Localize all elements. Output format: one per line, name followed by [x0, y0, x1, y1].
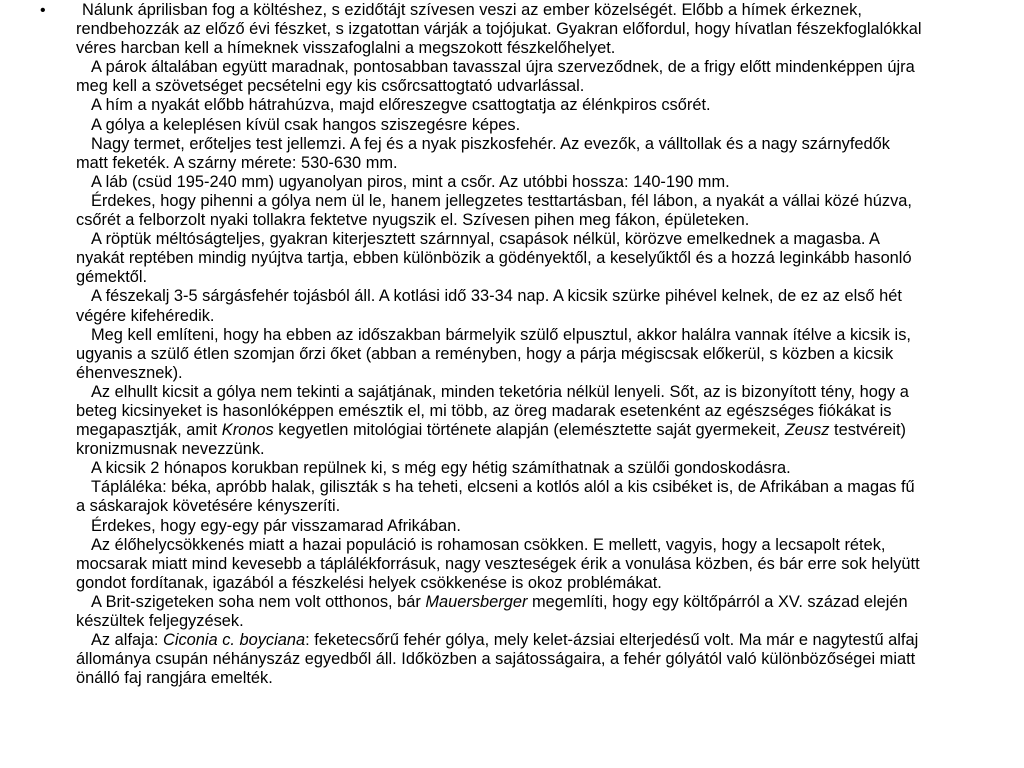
paragraph-text: kegyetlen mitológiai története alapján (elemésztette saját gyermekeit,: [273, 421, 785, 440]
paragraph: [76, 116, 924, 135]
paragraph-text: : feketecsőrű fehér gólya, mely kelet-ázsiai elterjedésű volt. Ma már e nagytestű alfaj állománya csupán néhányszáz egyedből áll. Időközben a sajátosságaira, a fehér gólyától való különbözőségei miatt önálló faj rangjára emelték.: [76, 631, 919, 688]
paragraph: [76, 1, 924, 58]
paragraph: [76, 192, 924, 230]
paragraph: [76, 230, 924, 287]
paragraph: [76, 287, 924, 325]
paragraph: [76, 459, 924, 478]
paragraph-text: A láb (csüd 195-240 mm) ugyanolyan piros, mint a csőr. Az utóbbi hossza: 140-190 mm.: [91, 172, 730, 191]
bullet-marker: •: [40, 2, 46, 19]
paragraph-text: Meg kell említeni, hogy ha ebben az időszakban bármelyik szülő elpusztul, akkor halálra vannak ítélve a kicsik is, ugyanis a szülő étlen szomjan őrzi őket (abban a reményben, hogy a párja mégiscsak előkerül, s közben a kicsik éhenvesznek).: [76, 325, 911, 382]
paragraph-text: A hím a nyakát előbb hátrahúzva, majd előreszegve csattogtatja az élénkpiros csőrét.: [91, 96, 711, 115]
paragraph: [76, 173, 924, 192]
paragraph-text: Érdekes, hogy pihenni a gólya nem ül le, hanem jellegzetes testtartásban, fél lábon, a nyakát a vállai közé húzva, csőrét a felborzolt nyaki tollakra fektetve nyugszik el. Szívesen pihen meg fákon, épületeken.: [76, 191, 912, 230]
paragraph-text: Nálunk áprilisban fog a költéshez, s ezidőtájt szívesen veszi az ember közelségét. Előbb a hímek érkeznek, rendbehozzák az előző évi fészket, s izgatottan várják a tojójukat. Gyakran előfordul, hogy hívatlan fészekfoglalókkal véres harcban kell a hímeknek visszafoglalni a megszokott fészkelőhelyet.: [76, 1, 922, 58]
paragraph-text: megemlíti, hogy egy költőpárról a XV. század elején készültek feljegyzések.: [76, 592, 908, 630]
paragraph: [76, 478, 924, 516]
paragraph: [76, 135, 924, 173]
paragraph-text: A párok általában együtt maradnak, pontosabban tavasszal újra szerveződnek, de a frigy előtt mindenképpen újra meg kell a szövetséget pecsételni egy kis csőrcsattogtató udvarlással.: [76, 58, 915, 96]
paragraph: [76, 536, 924, 593]
paragraph-text: Az alfaja:: [91, 631, 163, 650]
italic-term: Ciconia c. boyciana: [162, 631, 306, 650]
paragraph-text: Nagy termet, erőteljes test jellemzi. A fej és a nyak piszkosfehér. Az evezők, a válltollak és a nagy szárnyfedők matt feketék. A szárny mérete: 530-630 mm.: [76, 134, 890, 172]
paragraph-text: Tápláléka: béka, apróbb halak, giliszták s ha teheti, elcseni a kotlós alól a kis csibéket is, de Afrikában a magas fű a sáskarajok követésére kényszeríti.: [76, 478, 915, 516]
paragraph-text: A kicsik 2 hónapos korukban repülnek ki, s még egy hétig számíthatnak a szülői gondoskodásra.: [91, 459, 791, 478]
paragraph: [76, 326, 924, 383]
paragraph: [76, 517, 924, 536]
paragraph-text: A fészekalj 3-5 sárgásfehér tojásból áll. A kotlási idő 33-34 nap. A kicsik szürke pihével kelnek, de ez az első hét végére kifehéredik.: [76, 287, 902, 325]
paragraph-text: Érdekes, hogy egy-egy pár visszamarad Afrikában.: [91, 516, 461, 535]
paragraph-text: testvéreit) kronizmusnak nevezzünk.: [76, 421, 906, 459]
paragraph: [76, 96, 924, 115]
paragraph: [76, 383, 924, 459]
paragraph-text: Az elhullt kicsit a gólya nem tekinti a sajátjának, minden teketória nélkül lenyeli. Sőt, az is bizonyított tény, hogy a beteg kicsinyeket is hasonlóképpen emésztik el, mi több, az öreg madarak esetenként az egészséges fiókákat is megapasztják, amit: [76, 382, 909, 440]
italic-term: Kronos: [221, 421, 274, 440]
paragraph-text: A gólya a keleplésen kívül csak hangos sziszegésre képes.: [91, 115, 521, 134]
paragraph: [76, 58, 924, 96]
paragraph: [76, 593, 924, 631]
paragraph-text: Az élőhelycsökkenés miatt a hazai populáció is rohamosan csökken. E mellett, vagyis, hogy a lecsapolt rétek, mocsarak miatt mind kevesebb a táplálékforrásuk, nagy veszteségek érik a vonulása közben, és bár erre sok helyütt gondot fordítanak, igazából a fészkelési helyek csökkenése is okoz problémákat.: [76, 535, 920, 592]
paragraph: [76, 631, 924, 688]
text-body: [76, 1, 924, 688]
paragraph-text: A röptük méltóságteljes, gyakran kiterjesztett szárnnyal, csapások nélkül, körözve emelkednek a magasba. A nyakát reptében mindig nyújtva tartja, ebben különbözik a gödényektől, a keselyűktől és a hozzá leginkább hasonló gémektől.: [76, 230, 912, 287]
paragraph-text: A Brit-szigeteken soha nem volt otthonos, bár: [91, 592, 426, 611]
italic-term: Zeusz: [784, 421, 830, 440]
italic-term: Mauersberger: [425, 592, 528, 611]
